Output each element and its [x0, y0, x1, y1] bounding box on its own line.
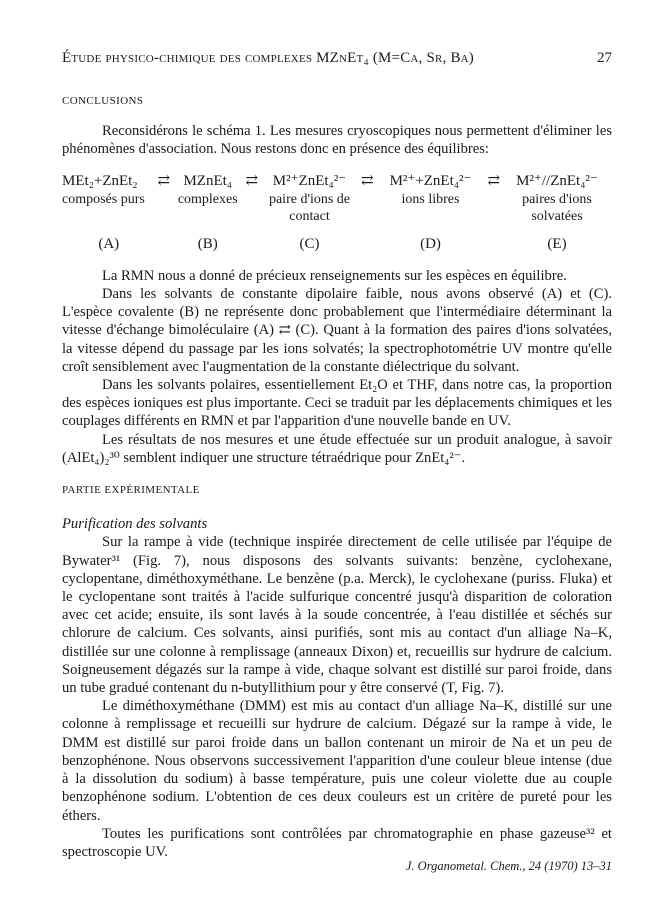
page-number: 27: [597, 50, 612, 66]
section-heading-conclusions: CONCLUSIONS: [62, 95, 144, 107]
equilibrium-arrow: ⇄: [245, 172, 259, 189]
species-a: MEt₂+ZnEt₂: [62, 172, 138, 189]
species-label: (E): [547, 235, 567, 252]
species-d: M²⁺+ZnEt₄²⁻: [389, 172, 472, 189]
equilibrium-arrow: ⇄: [157, 172, 171, 189]
species-label: (C): [299, 235, 320, 252]
paragraph: Dans les solvants de constante dipolaire faible, nous avons observé (A) et (C). L'espèce covalente (B) ne représente donc probablement que l'intermédiaire déterminant la vitesse d'échange bimoléculaire (A) ⇄ (C). Quant à la formation des paires d'ions solvatées, la vitesse dépend du passage par les ions solvatés; la spectrophotométrie UV montre qu'elle croît sensiblement avec l'augmentation de la constante diélectrique du solvant.: [62, 286, 612, 375]
equilibrium-arrow: ⇄: [487, 172, 501, 189]
paragraph: Sur la rampe à vide (technique inspirée directement de celle utilisée par l'équipe de Bywater³¹ (Fig. 7), nous disposons des solvants suivants: benzène, cyclohexane, cyclopentane, diméthoxyméthane. Le benzène (p.a. Merck), le cyclohexane (puriss. Fluka) et le cyclopentane sont traités à l'acide sulfurique concentré jusqu'à disparition de coloration avec cet acide; ensuite, ils sont lavés à la soude concentrée, à l'eau distillée et séchés sur chlorure de calcium. Ces solvants, ainsi purifiés, sont mis au contact d'un alliage Na–K, distillée sur une colonne à remplissage (anneaux Dixon) et, recueillis sur hydrure de calcium. Soigneusement dégazés sur la rampe à vide, chaque solvant est distillé sur paroi froide, dans un tube gradué contenant du n-butyllithium pour y être conservé (T, Fig. 7).: [62, 534, 612, 697]
equilibrium-scheme: [62, 171, 612, 253]
journal-citation: J. Organometal. Chem., 24 (1970) 13–31: [405, 859, 612, 873]
paragraph: Dans les solvants polaires, essentiellement Et₂O et THF, dans notre cas, la proportion des espèces ioniques est plus importante. Ceci se traduit par les déplacements chimiques et les couplages différents en RMN et par l'apparition d'une nouvelle bande en UV.: [62, 377, 612, 430]
section-heading-experimental: PARTIE EXPÉRIMENTALE: [62, 484, 200, 497]
species-label: (B): [197, 235, 218, 252]
paragraph: La RMN nous a donné de précieux renseignements sur les espèces en équilibre.: [102, 267, 567, 284]
species-description: composés purs: [62, 191, 145, 207]
paragraph: Toutes les purifications sont contrôlées par chromatographie en phase gazeuse³² et spectroscopie UV.: [62, 825, 612, 860]
paragraph: Reconsidérons le schéma 1. Les mesures cryoscopiques nous permettent d'éliminer les phénomènes d'association. Nous restons donc en présence des équilibres:: [62, 123, 612, 158]
species-e: M²⁺//ZnEt₄²⁻: [516, 172, 598, 189]
paragraph: Le diméthoxyméthane (DMM) est mis au contact d'un alliage Na–K, distillé sur une colonne à remplissage et recueilli sur hydrure de calcium. Dégazé sur la rampe à vide, le DMM est distillé sur paroi froide dans un ballon contenant un miroir de Na et un peu de benzophénone. Nous observons successivement l'apparition d'une couleur bleue intense (due à la dissolution du sodium) à basse température, puis une coleur violette due au couple benzophénone sodium. L'obtention de ces deux couleurs est un critère de pureté pour les éthers.: [62, 698, 612, 824]
species-label: (A): [98, 235, 120, 252]
species-description: paires d'ions solvatées: [522, 191, 592, 224]
equilibrium-arrow: ⇄: [360, 172, 374, 189]
species-description: ions libres: [401, 191, 460, 207]
species-label: (D): [420, 235, 441, 252]
species-description: complexes: [177, 191, 238, 207]
species-c: M²⁺ZnEt₄²⁻: [272, 172, 347, 189]
paragraph: Les résultats de nos mesures et une étude effectuée sur un produit analogue, à savoir (AlEt₄)₂³⁰ semblent indiquer une structure tétraédrique pour ZnEt₄²⁻.: [62, 431, 612, 466]
species-description: paire d'ions de contact: [268, 191, 351, 224]
page-body: [62, 86, 612, 861]
subsection-heading: Purification des solvants: [62, 516, 208, 533]
running-title: Étude physico-chimique des complexes MZnEt₄ (M=Ca, Sr, Ba): [62, 50, 474, 66]
species-b: MZnEt₄: [183, 172, 233, 189]
running-header: [62, 50, 612, 67]
